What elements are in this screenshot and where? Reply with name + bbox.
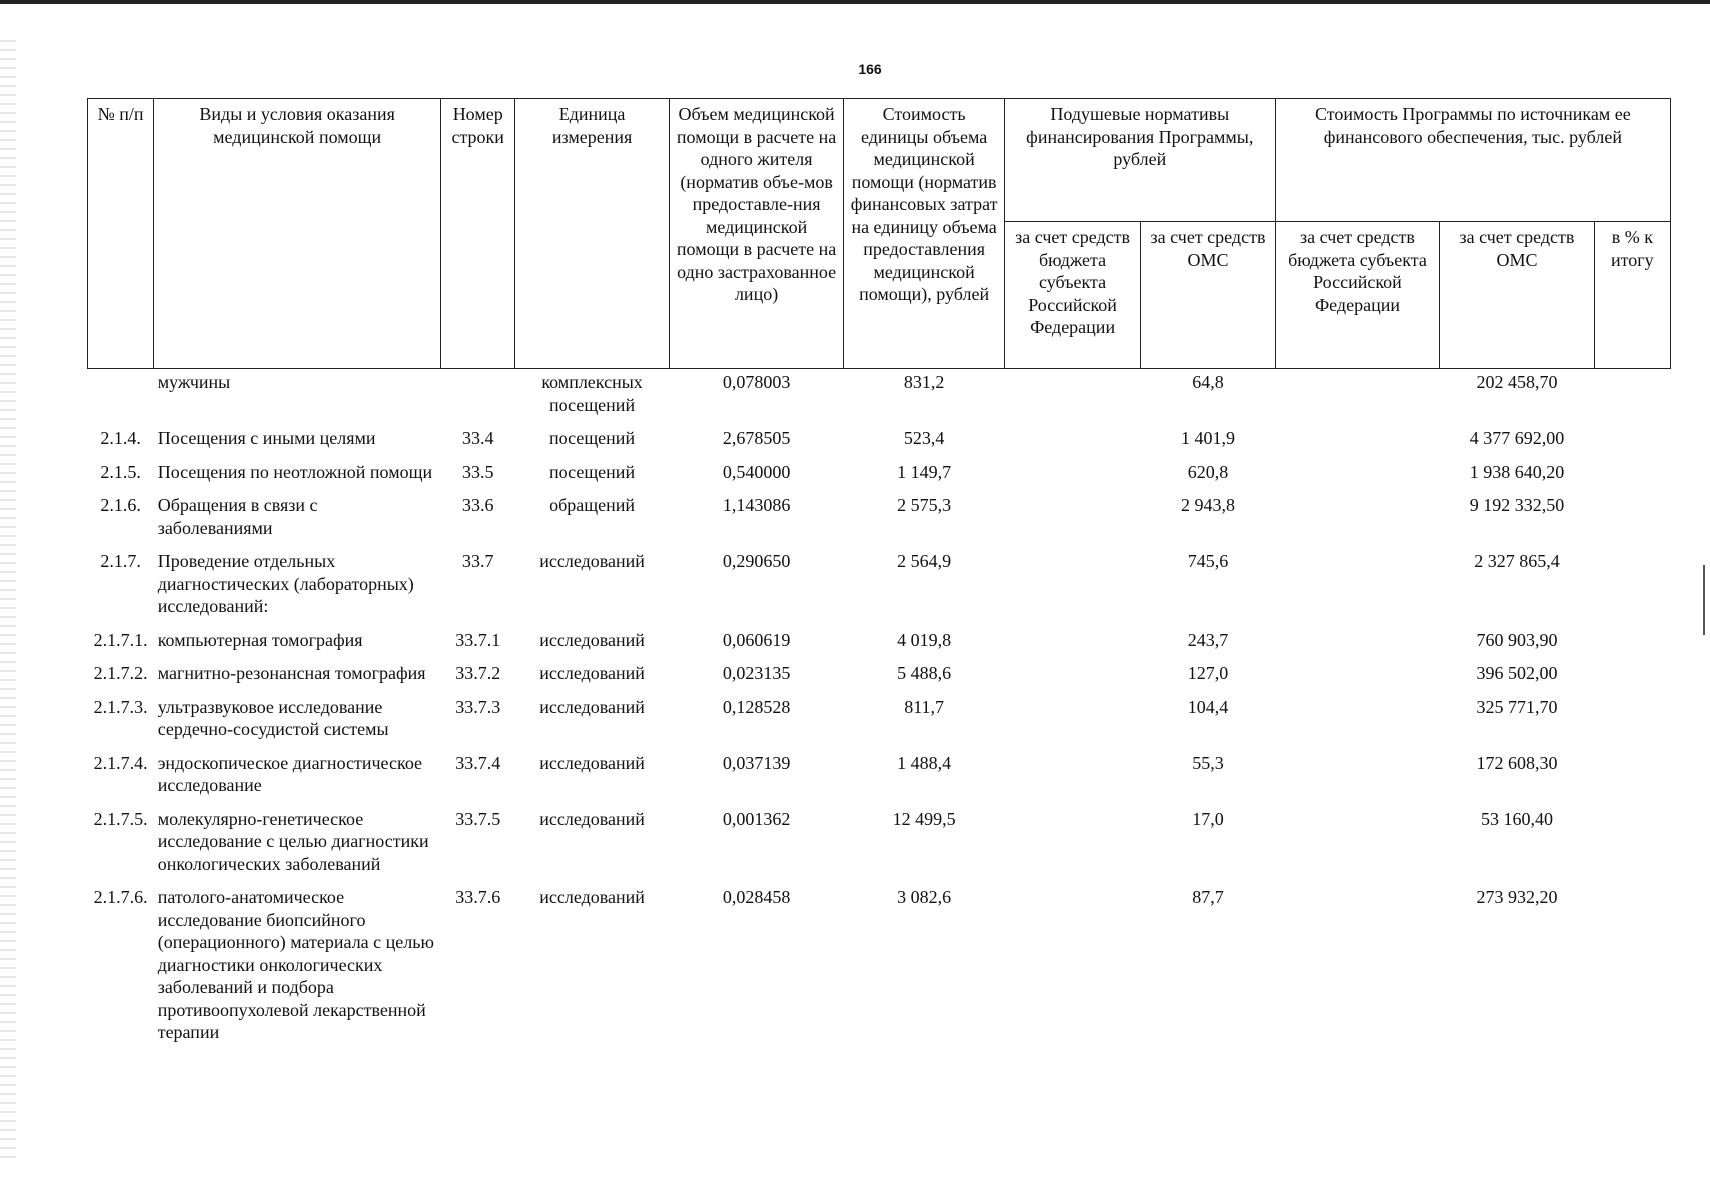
row-pc-budget [1004, 627, 1140, 661]
row-unit: исследований [539, 808, 645, 829]
table-row [88, 627, 1671, 661]
table-row [88, 884, 1671, 1053]
row-volume: 1,143086 [722, 495, 791, 515]
row-pc-oms: 55,3 [1192, 752, 1224, 773]
row-num: 2.1.6. [100, 495, 141, 515]
row-pc-budget [1004, 750, 1140, 806]
header-type: Виды и условия оказания медицинской помощи [154, 99, 441, 369]
table-row [88, 425, 1671, 459]
row-volume: 0,023135 [722, 663, 791, 683]
row-percent [1594, 425, 1670, 459]
row-unit: исследований [539, 629, 645, 650]
row-prog-budget [1275, 369, 1440, 426]
table-header [88, 99, 1671, 369]
scan-edge-mark [1703, 565, 1705, 635]
row-pc-oms: 17,0 [1192, 808, 1224, 829]
row-cost: 811,7 [904, 696, 945, 717]
row-cost: 1 488,4 [897, 752, 952, 773]
row-num: 2.1.7.1. [93, 629, 148, 650]
row-volume: 0,290650 [722, 551, 791, 571]
row-cost: 2 564,9 [897, 551, 952, 571]
row-pc-budget [1004, 806, 1140, 885]
row-prog-oms: 9 192 332,50 [1469, 495, 1565, 515]
row-pc-budget [1004, 660, 1140, 694]
financing-table [87, 98, 1671, 1053]
row-unit: посещений [549, 428, 636, 448]
row-line: 33.7.5 [455, 808, 501, 829]
row-cost: 523,4 [903, 428, 945, 448]
row-name: патолого-анатомическое исследование биопсийного (операционного) материала с целью диагностики онкологических заболеваний и подбора противоопухолевой лекарственной терапии [157, 887, 434, 1042]
row-num: 2.1.5. [100, 461, 141, 482]
row-unit: исследований [539, 663, 645, 683]
row-prog-oms: 2 327 865,4 [1474, 551, 1560, 571]
row-name: молекулярно-генетическое исследование с целью диагностики онкологических заболеваний [157, 808, 429, 874]
row-prog-oms: 325 771,70 [1476, 696, 1558, 717]
row-volume: 0,060619 [722, 629, 791, 650]
row-pc-oms: 1 401,9 [1180, 428, 1235, 448]
header-line: Номер строки [441, 99, 515, 369]
row-line: 33.7.3 [455, 696, 501, 717]
row-prog-budget [1275, 884, 1440, 1053]
row-cost: 5 488,6 [897, 663, 952, 683]
table-row [88, 459, 1671, 493]
row-unit: исследований [539, 752, 645, 773]
row-line [441, 369, 515, 426]
row-name: Проведение отдельных диагностических (лабораторных) исследований: [157, 551, 414, 616]
table-row [88, 694, 1671, 750]
row-name: Обращения в связи с заболеваниями [157, 495, 318, 538]
row-unit: обращений [549, 495, 636, 515]
row-line: 33.5 [461, 461, 494, 482]
row-percent [1594, 627, 1670, 661]
header-sub-percent: в % к итогу [1594, 222, 1670, 369]
row-percent [1594, 694, 1670, 750]
row-prog-budget [1275, 492, 1440, 548]
row-num: 2.1.7.5. [93, 808, 148, 829]
table-row [88, 750, 1671, 806]
row-num [88, 369, 154, 426]
row-pc-oms: 620,8 [1187, 461, 1229, 482]
row-pc-oms: 87,7 [1192, 887, 1224, 907]
row-name: Посещения по неотложной помощи [157, 461, 433, 482]
table-row [88, 806, 1671, 885]
row-line: 33.4 [461, 428, 494, 448]
row-prog-oms: 1 938 640,20 [1469, 461, 1565, 482]
row-pc-budget [1004, 369, 1140, 426]
row-prog-oms: 396 502,00 [1476, 663, 1558, 683]
row-volume: 0,540000 [722, 461, 791, 482]
row-line: 33.7.6 [455, 887, 501, 907]
row-unit: исследований [539, 696, 645, 717]
row-volume: 2,678505 [722, 428, 791, 448]
row-prog-budget [1275, 806, 1440, 885]
row-line: 33.7.4 [455, 752, 501, 773]
row-cost: 2 575,3 [897, 495, 952, 515]
row-pc-budget [1004, 694, 1140, 750]
row-num: 2.1.7. [100, 551, 141, 571]
row-pc-oms: 64,8 [1192, 372, 1224, 392]
row-pc-oms: 745,6 [1187, 551, 1229, 571]
row-cost: 1 149,7 [897, 461, 952, 482]
row-pc-budget [1004, 884, 1140, 1053]
row-unit: исследований [539, 887, 645, 907]
row-prog-oms: 760 903,90 [1476, 629, 1558, 650]
row-prog-budget [1275, 548, 1440, 627]
row-volume: 0,001362 [722, 808, 791, 829]
row-pc-oms: 104,4 [1187, 696, 1229, 717]
header-per-capita-group: Подушевые нормативы финансирования Программы, рублей [1004, 99, 1275, 222]
row-pc-oms: 127,0 [1187, 663, 1229, 683]
header-cost: Стоимость единицы объема медицинской помощи (норматив финансовых затрат на единицу объема предоставления медицинской помощи), рублей [844, 99, 1005, 369]
header-unit: Единица измерения [515, 99, 669, 369]
row-unit: посещений [549, 461, 636, 482]
row-pc-budget [1004, 548, 1140, 627]
header-sub-budget: за счет средств бюджета субъекта Российской Федерации [1004, 222, 1140, 369]
row-volume: 0,128528 [722, 696, 791, 717]
row-name: эндоскопическое диагностическое исследование [157, 752, 423, 795]
row-pc-budget [1004, 425, 1140, 459]
row-num: 2.1.7.4. [93, 752, 148, 773]
row-prog-oms: 172 608,30 [1476, 752, 1558, 773]
row-pc-budget [1004, 459, 1140, 493]
row-name: мужчины [157, 372, 231, 392]
row-pc-oms: 243,7 [1187, 629, 1229, 650]
row-pc-budget [1004, 492, 1140, 548]
row-name: магнитно-резонансная томография [157, 663, 426, 683]
row-percent [1594, 660, 1670, 694]
row-cost: 3 082,6 [897, 887, 952, 907]
row-percent [1594, 492, 1670, 548]
row-prog-budget [1275, 750, 1440, 806]
row-line: 33.6 [461, 495, 494, 515]
row-num: 2.1.4. [100, 428, 141, 448]
row-prog-budget [1275, 459, 1440, 493]
row-cost: 4 019,8 [897, 629, 952, 650]
row-percent [1594, 806, 1670, 885]
row-line: 33.7 [461, 551, 494, 571]
header-volume: Объем медицинской помощи в расчете на одного жителя (норматив объе-мов предоставле-ния медицинской помощи в расчете на одно застрахованное лицо) [669, 99, 844, 369]
row-pc-oms: 2 943,8 [1180, 495, 1235, 515]
row-volume: 0,037139 [722, 752, 791, 773]
row-num: 2.1.7.3. [93, 696, 148, 717]
row-volume: 0,078003 [722, 372, 791, 392]
row-percent [1594, 369, 1670, 426]
table-body [88, 369, 1671, 1053]
row-name: Посещения с иными целями [157, 428, 376, 448]
row-volume: 0,028458 [722, 887, 791, 907]
table-row [88, 369, 1671, 426]
row-line: 33.7.1 [455, 629, 501, 650]
row-num: 2.1.7.2. [93, 663, 148, 683]
table-row [88, 548, 1671, 627]
row-prog-oms: 273 932,20 [1476, 887, 1558, 907]
table-row [88, 492, 1671, 548]
scan-margin-noise [0, 40, 16, 1160]
row-prog-oms: 53 160,40 [1480, 808, 1553, 829]
row-name: ультразвуковое исследование сердечно-сосудистой системы [157, 696, 389, 739]
row-prog-oms: 4 377 692,00 [1469, 428, 1565, 448]
row-cost: 831,2 [903, 372, 945, 392]
header-sub-oms-program: за счет средств ОМС [1440, 222, 1594, 369]
row-percent [1594, 459, 1670, 493]
row-num: 2.1.7.6. [93, 887, 148, 907]
header-sub-oms: за счет средств ОМС [1141, 222, 1275, 369]
row-prog-budget [1275, 627, 1440, 661]
header-program-cost-group: Стоимость Программы по источникам ее финансового обеспечения, тыс. рублей [1275, 99, 1670, 222]
row-prog-budget [1275, 660, 1440, 694]
table-row [88, 660, 1671, 694]
row-percent [1594, 884, 1670, 1053]
row-prog-oms: 202 458,70 [1476, 372, 1558, 392]
header-sub-budget-program: за счет средств бюджета субъекта Российской Федерации [1275, 222, 1440, 369]
row-name: компьютерная томография [157, 629, 363, 650]
row-line: 33.7.2 [455, 663, 501, 683]
top-rule [0, 0, 1710, 4]
header-num: № п/п [88, 99, 154, 369]
row-prog-budget [1275, 425, 1440, 459]
row-percent [1594, 750, 1670, 806]
row-percent [1594, 548, 1670, 627]
page-number: 166 [858, 61, 882, 77]
row-cost: 12 499,5 [892, 808, 956, 829]
row-prog-budget [1275, 694, 1440, 750]
row-unit: комплексных посещений [541, 372, 643, 415]
row-unit: исследований [539, 551, 645, 571]
